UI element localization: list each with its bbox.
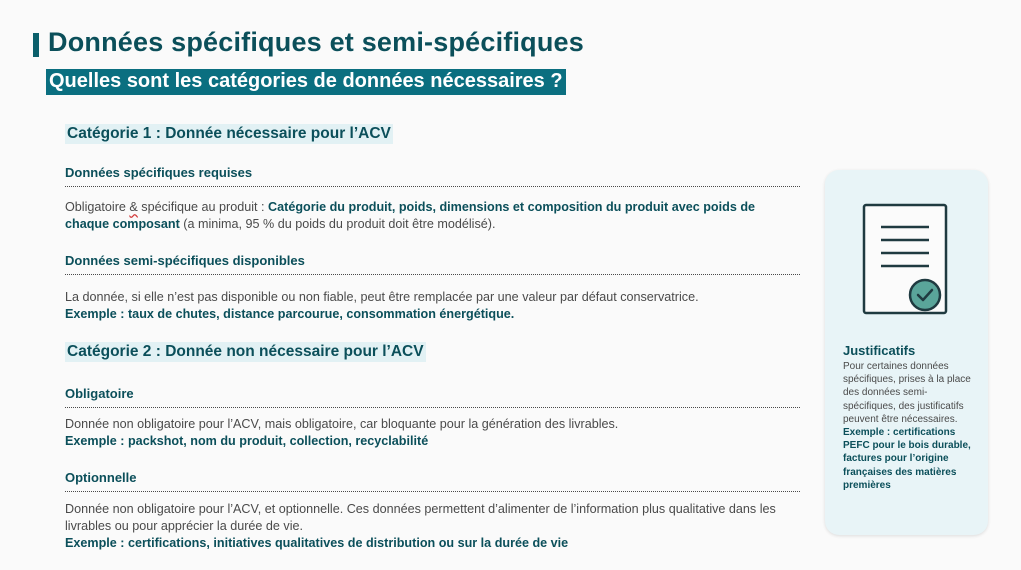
document-check-icon [861,200,951,320]
section-mandatory-text: Donnée non obligatoire pour l’ACV, mais obligatoire, car bloquante pour la génération des livrables. Exemple : packshot, nom du produit, collection, recyclabilité [65,416,800,450]
section-mandatory-example: Exemple : packshot, nom du produit, collection, recyclabilité [65,434,429,448]
page-subtitle: Quelles sont les catégories de données nécessaires ? [46,69,566,95]
justificatifs-card [825,170,988,535]
category-1-title: Catégorie 1 : Donnée nécessaire pour l’ACV [67,125,391,142]
section-required-text: Obligatoire & spécifique au produit : Catégorie du produit, poids, dimensions et composition du produit avec poids de chaque composant (a minima, 95 % du poids du produit doit être modélisé). [65,200,756,231]
section-semi-text: La donnée, si elle n’est pas disponible ou non fiable, peut être remplacée par une valeur par défaut conservatrice. Exemple : taux de chutes, distance parcourue, consommation énergétique. [65,289,800,323]
section-required-heading: Données spécifiques requises [65,165,800,187]
card-example: Exemple : certifications PEFC pour le bois durable, factures pour l’origine françaises des matières premières [843,427,971,491]
section-optional-example: Exemple : certifications, initiatives qualitatives de distribution ou sur la durée de vie [65,536,569,550]
category-2-title: Catégorie 2 : Donnée non nécessaire pour l’ACV [67,343,424,360]
page-title: Données spécifiques et semi-spécifiques [48,27,584,57]
title-accent-bar [33,33,39,57]
section-optional-text: Donnée non obligatoire pour l’ACV, et optionnelle. Ces données permettent d’alimenter de l’information plus qualitative dans les livrables ou pour apprécier la durée de vie. Exemple : certifications, initiatives qualitatives de distribution ou sur la durée de vie [65,501,800,552]
section-semi-heading: Données semi-spécifiques disponibles [65,253,800,275]
section-optional-heading: Optionnelle [65,470,800,492]
section-mandatory-heading: Obligatoire [65,386,800,408]
section-semi-example: Exemple : taux de chutes, distance parcourue, consommation énergétique. [65,307,515,321]
card-title: Justificatifs [843,343,916,358]
card-text: Pour certaines données spécifiques, prises à la place des données semi-spécifiques, des justificatifs peuvent être nécessaires. Exemple : certifications PEFC pour le bois durable, factures pour l’origine françaises des matières premières [843,360,973,492]
